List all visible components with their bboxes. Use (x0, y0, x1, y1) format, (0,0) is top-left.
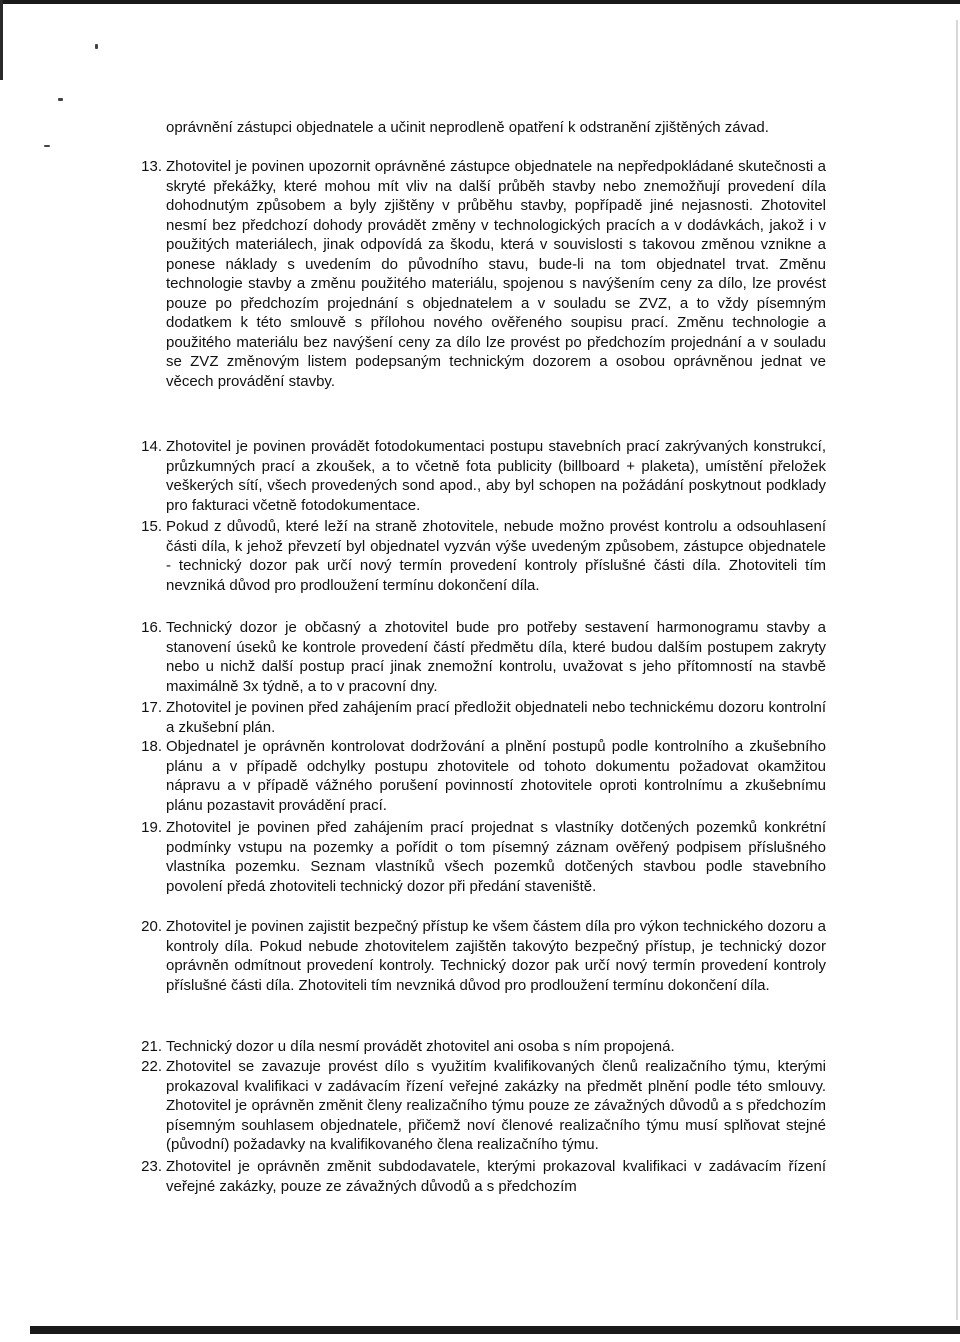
item-text: Pokud z důvodů, které leží na straně zhotovitele, nebude možno provést kontrolu a odsouhlasení části díla, k jehož převzetí byl objednatel vyzván výše uvedeným způsobem, zástupce objednatele - technický dozor pak určí nový termín provedení kontroly příslušné části díla. Zhotoviteli tím nevzniká důvod pro prodloužení termínu dokončení díla. (166, 518, 826, 594)
item-number: 15. (141, 518, 162, 535)
item-number: 14. (141, 438, 162, 455)
item-number: 22. (141, 1058, 162, 1075)
scan-edge-top (0, 0, 960, 4)
item-text: Zhotovitel je povinen před zahájením prací předložit objednateli nebo technickému dozoru kontrolní a zkušební plán. (166, 699, 826, 736)
item-text: Zhotovitel se zavazuje provést dílo s využitím kvalifikovaných členů realizačního týmu, kterými prokazoval kvalifikaci v zadávacím řízení veřejné zakázky na předmět plnění podle této smlouvy. Zhotovitel je oprávněn změnit členy realizačního týmu pouze ze závažných důvodů a s předchozím písemným souhlasem objednatele, přičemž noví členové realizačního týmu musí splňovat stejné (původní) požadavky na kvalifikovaného člena realizačního týmu. (166, 1058, 826, 1153)
item-number: 23. (141, 1158, 162, 1175)
item-text: Zhotovitel je oprávněn změnit subdodavatele, kterými prokazoval kvalifikaci v zadávacím řízení veřejné zakázky, pouze ze závažných důvodů a s předchozím (166, 1158, 826, 1195)
item-text: Objednatel je oprávněn kontrolovat dodržování a plnění postupů podle kontrolního a zkušebního plánu a v případě odchylky postupu zhotovitele od tohoto dokumentu požadovat okamžitou nápravu a v případě vážného porušení povinností zhotovitele oproti kontrolnímu a zkušebnímu plánu pozastavit provádění prací. (166, 738, 826, 814)
item-text: Zhotovitel je povinen upozornit oprávněné zástupce objednatele na nepředpokládané skutečnosti a skryté překážky, které mohou mít vliv na další průběh stavby nebo znemožňují provedení díla dohodnutým způsobem a byly zjištěny v průběhu stavby, popřípadě jiné nejasnosti. Zhotovitel nesmí bez předchozí dohody provádět změny v technologických pracích a v dodávkách, jakož i v použitých materiálech, jinak odpovídá za škodu, která v souvislosti s takovou změnou vznikne a ponese náklady s uvedením do původního stavu, bude-li na tom objednatel trvat. Změnu technologie stavby a změnu použitého materiálu, spojenou s navýšením ceny za dílo, lze provést pouze po předchozím projednání s objednatelem a v souladu se ZVZ, a to vždy písemným dodatkem k této smlouvě s přílohou nového ověřeného soupisu prací. Změnu technologie a použitého materiálu bez navýšení ceny za dílo lze provést po předchozím projednání a v souladu se ZVZ změnovým listem podepsaným technickým dozorem a osobou oprávněnou jednat ve věcech provádění stavby. (166, 158, 826, 390)
item-text: Zhotovitel je povinen provádět fotodokumentaci postupu stavebních prací zakrývaných konstrukcí, průzkumných prací a zkoušek, a to včetně fota publicity (billboard + plaketa), umístění přeložek veškerých sítí, všech provedených sond apod., aby byl schopen na požádání poskytnout podklady pro fakturaci včetně fotodokumentace. (166, 438, 826, 514)
item-number: 19. (141, 819, 162, 836)
item-number: 21. (141, 1038, 162, 1055)
item-number: 13. (141, 158, 162, 175)
item-number: 17. (141, 699, 162, 716)
item-number: 20. (141, 918, 162, 935)
item-text: Zhotovitel je povinen zajistit bezpečný přístup ke všem částem díla pro výkon technického dozoru a kontroly díla. Pokud nebude zhotovitelem zajištěn takovýto bezpečný přístup, je technický dozor oprávněn odmítnout provedení kontroly. Technický dozor pak určí nový termín provedení kontroly příslušné části díla. Zhotoviteli tím nevzniká důvod pro prodloužení termínu dokončení díla. (166, 918, 826, 994)
item-text: Technický dozor je občasný a zhotovitel bude pro potřeby sestavení harmonogramu stavby a stanovení úseků ke kontrole provedení částí předmětu díla, které budou dalším postupem zakryty nebo u nichž další postup prací jinak znemožní kontrolu, uvažovat s jeho přítomností na stavbě maximálně 3x týdně, a to v pracovní dny. (166, 619, 826, 695)
item-number: 16. (141, 619, 162, 636)
scan-edge-left (0, 0, 3, 80)
scan-speck (44, 145, 50, 147)
lead-paragraph: oprávnění zástupci objednatele a učinit neprodleně opatření k odstranění zjištěných závad. (166, 119, 769, 136)
scan-speck (95, 44, 98, 49)
item-text: Zhotovitel je povinen před zahájením prací projednat s vlastníky dotčených pozemků konkrétní podmínky vstupu na pozemky a pořídit o tom písemný záznam ověřený podpisem příslušného vlastníka pozemku. Seznam vlastníků všech pozemků dotčených stavbou podle stavebního povolení předá zhotoviteli technický dozor při předání staveniště. (166, 819, 826, 895)
scan-speck (58, 98, 63, 101)
scan-edge-right (956, 20, 958, 1320)
scan-edge-bottom (30, 1326, 960, 1334)
item-number: 18. (141, 738, 162, 755)
item-text: Technický dozor u díla nesmí provádět zhotovitel ani osoba s ním propojená. (166, 1038, 675, 1055)
